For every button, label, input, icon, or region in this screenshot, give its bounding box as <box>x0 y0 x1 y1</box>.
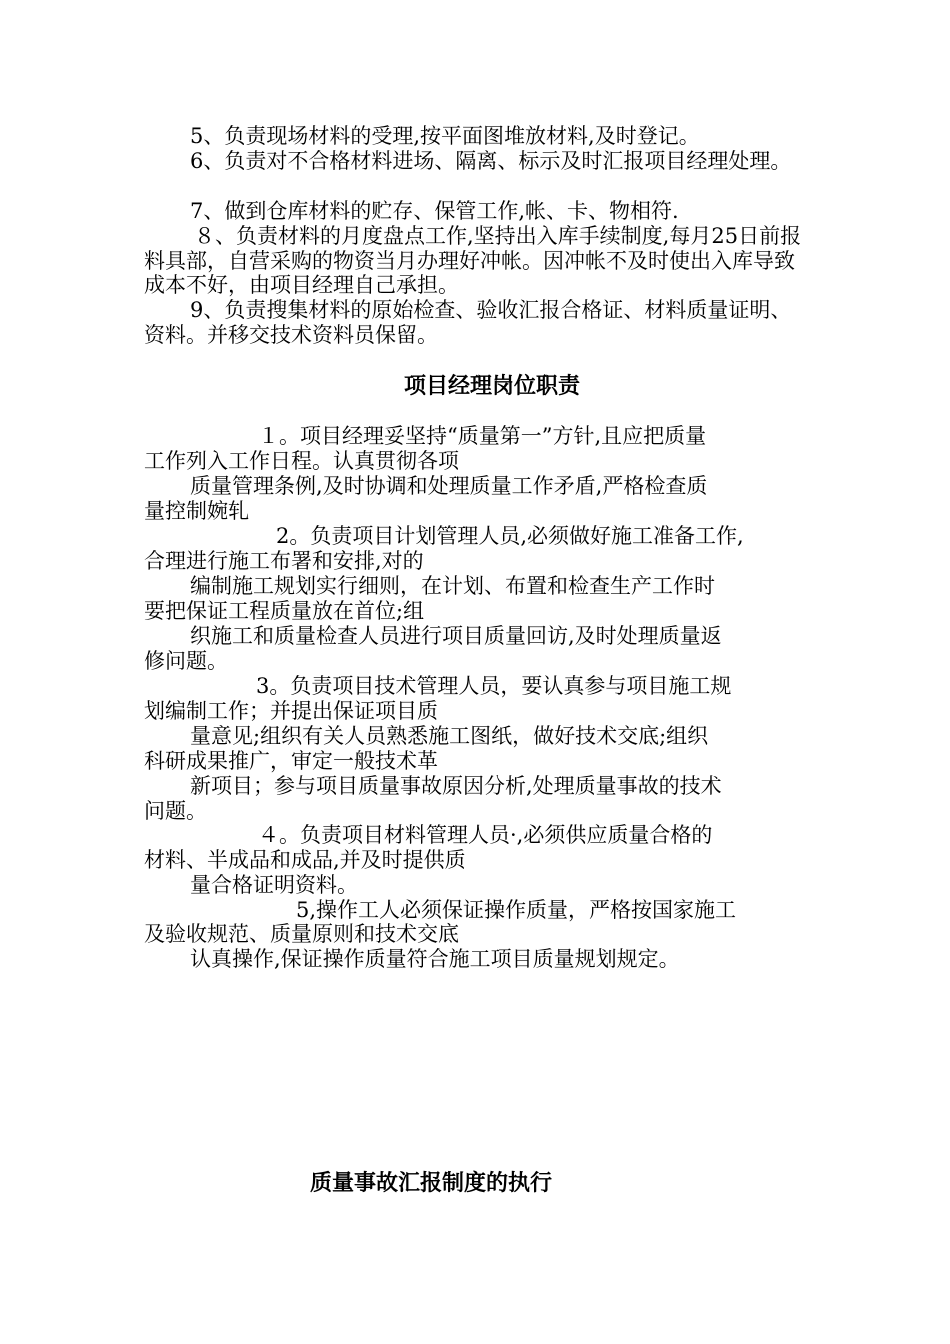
duty-1-line-1: １。项目经理妥坚持“质量第一”方针,且应把质量 <box>258 424 707 448</box>
item-7: 7、做到仓库材料的贮存、保管工作,帐、卡、物相符. <box>190 199 679 223</box>
duty-3-line-3: 量意见;组织有关人员熟悉施工图纸，做好技术交底;组织 <box>190 724 709 748</box>
duty-3-line-1: 3。负责项目技术管理人员，要认真参与项目施工规 <box>256 674 732 698</box>
duty-3-line-2: 划编制工作；并提出保证项目质 <box>144 699 438 723</box>
item-9: 9、负责搜集材料的原始检查、验收汇报合格证、材料质量证明、资料。并移交技术资料员保留。 <box>144 298 792 347</box>
duty-3-line-4: 科研成果推广，审定一般技术革 <box>144 749 438 773</box>
duty-3-line-5: 新项目；参与项目质量事故原因分析,处理质量事故的技术 <box>190 774 722 798</box>
duty-3-line-6: 问题。 <box>144 799 207 823</box>
duty-1-line-4: 量控制婉轧 <box>144 499 249 523</box>
heading-project-manager-duties: 项目经理岗位职责 <box>404 373 581 399</box>
duty-5-line-1: 5,操作工人必须保证操作质量，严格按国家施工 <box>296 898 737 922</box>
duty-2-line-3: 编制施工规划实行细则，在计划、布置和检查生产工作时 <box>190 574 715 598</box>
duty-2-line-1: 2。负责项目计划管理人员,必须做好施工准备工作, <box>276 524 744 548</box>
duty-1-line-2: 工作列入工作日程。认真贯彻各项 <box>144 449 459 473</box>
item-8: ８、负责材料的月度盘点工作,坚持出入库手续制度,每月25日前报料具部，自营采购的物资当月办理好冲帐。因冲帐不及时使出入库导致成本不好，由项目经理自己承担。 <box>144 224 802 297</box>
duty-5-line-2: 及验收规范、质量原则和技术交底 <box>144 922 459 946</box>
duty-2-line-4: 要把保证工程质量放在首位;组 <box>144 599 425 623</box>
duty-2-line-2: 合理进行施工布署和安排,对的 <box>144 549 424 573</box>
item-5: 5、负责现场材料的受理,按平面图堆放材料,及时登记。 <box>190 124 700 148</box>
duty-2-line-5: 织施工和质量检查人员进行项目质量回访,及时处理质量返 <box>190 624 722 648</box>
duty-2-line-6: 修问题。 <box>144 649 228 673</box>
duty-4-line-1: ４。负责项目材料管理人员·,必须供应质量合格的 <box>258 823 713 847</box>
duty-5-line-3: 认真操作,保证操作质量符合施工项目质量规划规定。 <box>190 947 680 971</box>
duty-4-line-2: 材料、半成品和成品,并及时提供质 <box>144 848 466 872</box>
heading-quality-accident-reporting: 质量事故汇报制度的执行 <box>310 1170 553 1196</box>
item-6: 6、负责对不合格材料进场、隔离、标示及时汇报项目经理处理。 <box>190 149 792 173</box>
duty-1-line-3: 质量管理条例,及时协调和处理质量工作矛盾,严格检查质 <box>190 474 708 498</box>
duty-4-line-3: 量合格证明资料。 <box>190 873 358 897</box>
